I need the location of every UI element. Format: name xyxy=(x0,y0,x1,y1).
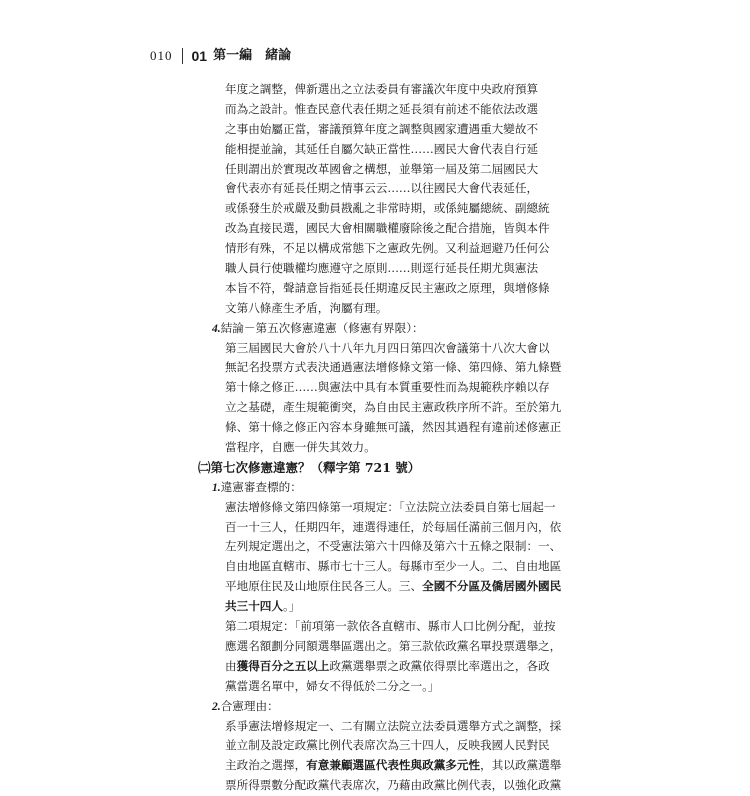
item-heading xyxy=(200,478,588,498)
text-line xyxy=(200,179,588,199)
text-segment: 立之基礎，產生規範衝突，為自由民主憲政秩序所不許。至於第九 xyxy=(225,400,562,415)
text-segment: 應選名額劃分同額選舉區選出之。第三款依政黨名單投票選舉之， xyxy=(225,638,562,653)
item-heading xyxy=(200,319,588,339)
text-segment: 本旨不符，聲請意旨指延長任期違反民主憲政之原理，與增修條 xyxy=(225,280,550,295)
text-segment: 或係發生於戒嚴及動員戡亂之非常時期，或係純屬總統、副總統 xyxy=(225,201,550,216)
item-number: 1. xyxy=(212,480,221,494)
emphasized-text: 獲得百分之五以上 xyxy=(236,658,330,673)
text-line xyxy=(200,219,588,239)
text-line xyxy=(200,80,588,100)
text-segment: 違憲審查標的： xyxy=(220,479,302,494)
text-line xyxy=(200,657,588,677)
header-divider xyxy=(182,48,183,64)
text-line xyxy=(200,677,588,697)
chapter-title: 第一編 緒論 xyxy=(213,48,292,63)
text-line xyxy=(200,418,588,438)
text-line xyxy=(200,717,588,737)
page-body xyxy=(200,80,588,796)
item-heading xyxy=(200,697,588,717)
text-segment: 平地原住民及山地原住民各三人。三、 xyxy=(225,579,423,594)
text-line xyxy=(200,498,588,518)
text-segment: 條、第十條之修正內容本身雖無可議，然因其過程有違前述修憲正 xyxy=(225,420,562,435)
text-segment: 百一十三人，任期四年，連選得連任，於每屆任滿前三個月內，依 xyxy=(225,519,562,534)
text-segment: 文第八條產生矛盾，洵屬有理。 xyxy=(225,300,388,315)
text-segment: ，其以政黨選舉 xyxy=(480,758,562,773)
emphasized-text: 有意兼顧選區代表性與政黨多元性 xyxy=(306,758,481,773)
text-segment: 並立制及設定政黨比例代表席次為三十四人，反映我國人民對民 xyxy=(225,738,550,753)
text-segment: 自由地區直轄市、縣市七十三人。每縣市至少一人。二、自由地區 xyxy=(225,559,562,574)
text-segment: 年度之調整，俾新選出之立法委員有審議次年度中央政府預算 xyxy=(225,82,539,96)
text-segment: 。」 xyxy=(282,599,301,614)
emphasized-text: 全國不分區及僑居國外國民 xyxy=(422,579,562,594)
text-line xyxy=(200,378,588,398)
text-segment: 左列規定選出之，不受憲法第六十四條及第六十五條之限制：一、 xyxy=(225,539,562,554)
section-heading xyxy=(198,458,588,478)
item-number: 4. xyxy=(212,321,221,335)
chapter-number: 01 xyxy=(191,48,208,64)
text-line xyxy=(200,776,588,796)
item-number: 2. xyxy=(212,699,221,713)
text-line xyxy=(200,398,588,418)
text-line xyxy=(200,637,588,657)
text-segment: 政黨選舉票之政黨依得票比率選出之，各政 xyxy=(329,658,550,673)
text-segment: 第三屆國民大會於八十八年九月四日第四次會議第十八次大會以 xyxy=(225,340,550,355)
page-number: 010 xyxy=(150,48,173,63)
text-line xyxy=(200,577,588,597)
text-line xyxy=(200,299,588,319)
text-segment: 職人員行使職權均應遵守之原則……則逕行延長任期尤與憲法 xyxy=(225,261,539,276)
text-line xyxy=(200,239,588,259)
text-segment: 無記名投票方式表決通過憲法增修條文第一條、第四條、第九條暨 xyxy=(225,360,562,375)
text-segment: 而為之設計。惟查民意代表任期之延長須有前述不能依法改選 xyxy=(225,101,539,116)
text-line xyxy=(200,736,588,756)
running-header xyxy=(150,48,291,64)
text-segment: ㈡第七次修憲違憲？（釋字第 721 號） xyxy=(198,459,421,475)
text-segment: 第二項規定：「前項第一款依各直轄市、縣市人口比例分配，並按 xyxy=(225,619,556,634)
text-segment: 由 xyxy=(225,658,237,673)
text-segment: 會代表亦有延長任期之情事云云……以往國民大會代表延任， xyxy=(225,181,539,196)
text-segment: 票所得票數分配政黨代表席次，乃藉由政黨比例代表，以強化政黨 xyxy=(225,778,562,793)
text-line xyxy=(200,557,588,577)
text-line xyxy=(200,537,588,557)
emphasized-text: 共三十四人 xyxy=(225,599,283,614)
text-line xyxy=(200,199,588,219)
text-line xyxy=(200,120,588,140)
text-line xyxy=(200,617,588,637)
text-segment: 系爭憲法增修規定一、二有關立法院立法委員選舉方式之調整，採 xyxy=(225,718,562,733)
text-segment: 情形有殊，不足以構成常態下之憲政先例。又利益迴避乃任何公 xyxy=(225,241,550,256)
text-segment: 能相提並論，其延任自屬欠缺正當性……國民大會代表自行延 xyxy=(225,141,539,156)
text-segment: 合憲理由： xyxy=(220,698,279,713)
text-segment: 結論－第五次修憲違憲（修憲有界限）： xyxy=(220,320,424,335)
text-line xyxy=(200,358,588,378)
text-line xyxy=(200,756,588,776)
text-segment: 黨當選名單中，婦女不得低於二分之一。」 xyxy=(225,678,440,693)
text-line xyxy=(200,279,588,299)
text-line xyxy=(200,259,588,279)
text-line xyxy=(200,140,588,160)
text-line xyxy=(200,597,588,617)
text-segment: 憲法增修條文第四條第一項規定：「立法院立法委員自第七屆起一 xyxy=(225,499,556,514)
text-segment: 之事由始屬正當，審議預算年度之調整與國家遭遇重大變故不 xyxy=(225,121,539,136)
text-segment: 當程序，自應一併失其效力。 xyxy=(225,440,376,455)
text-segment: 主政治之選擇， xyxy=(225,758,307,773)
text-segment: 第十條之修正……與憲法中具有本質重要性而為規範秩序賴以存 xyxy=(225,380,550,395)
text-line xyxy=(200,339,588,359)
text-line xyxy=(200,160,588,180)
text-line xyxy=(200,518,588,538)
text-segment: 改為直接民選，國民大會相關職權廢除後之配合措施，皆與本件 xyxy=(225,221,550,236)
text-line xyxy=(200,438,588,458)
text-line xyxy=(200,100,588,120)
text-segment: 任則謂出於實現改革國會之構想，並舉第一屆及第二屆國民大 xyxy=(225,161,539,176)
